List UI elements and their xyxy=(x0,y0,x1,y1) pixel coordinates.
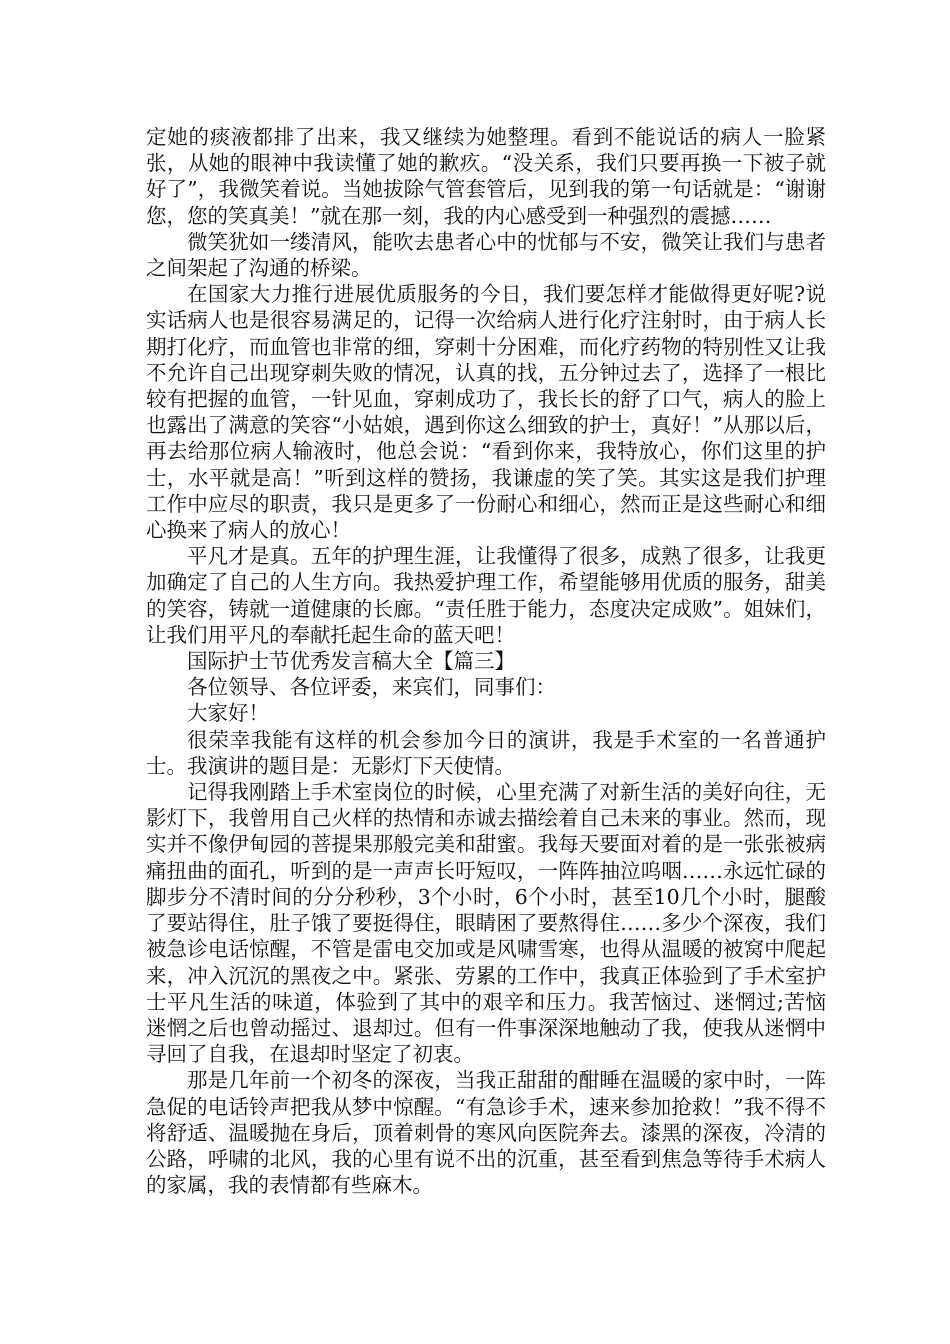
paragraph-smile: 微笑犹如一缕清风，能吹去患者心中的忧郁与不安，微笑让我们与患者之间架起了沟通的桥梁。 xyxy=(146,229,826,281)
paragraph-introduction: 很荣幸我能有这样的机会参加今日的演讲，我是手术室的一名普通护士。我演讲的题目是：无影灯下天使情。 xyxy=(146,727,826,778)
paragraph-operating-room: 记得我刚踏上手术室岗位的时候，心里充满了对新生活的美好向往，无影灯下，我曾用自己火样的热情和赤诚去描绘着自己未来的事业。然而，现实并不像伊甸园的菩提果那般完美和甜蜜。我每天要面对着的是一张张被病痛扭曲的面孔，听到的是一声声长吁短叹，一阵阵抽泣呜咽……永远忙碌的脚步分不清时间的分分秒秒，3个小时，6个小时，甚至10几个小时，腿酸了要站得住，肚子饿了要挺得住，眼睛困了要熬得住……多少个深夜，我们被急诊电话惊醒，不管是雷电交加或是风啸雪寒，也得从温暖的被窝中爬起来，冲入沉沉的黑夜之中。紧张、劳累的工作中，我真正体验到了手术室护士平凡生活的味道，体验到了其中的艰辛和压力。我苦恼过、迷惘过;苦恼迷惘之后也曾动摇过、退却过。但有一件事深深地触动了我，使我从迷惘中寻回了自我，在退却时坚定了初衷。 xyxy=(146,780,826,1067)
section-heading: 国际护士节优秀发言稿大全【篇三】 xyxy=(187,649,515,674)
paragraph-chemotherapy: 在国家大力推行进展优质服务的今日，我们要怎样才能做得更好呢?说实话病人也是很容易满足的，记得一次给病人进行化疗注射时，由于病人长期打化疗，而血管也非常的细，穿刺十分困难，而化疗药物的特别性又让我不允许自己出现穿刺失败的情况，认真的找，五分钟过去了，选择了一根比较有把握的血管，一针见血，穿刺成功了，我长长的舒了口气，病人的脸上也露出了满意的笑容“小姑娘，遇到你这么细致的护士，真好！”从那以后，再去给那位病人输液时，他总会说：“看到你来，我特放心，你们这里的护士，水平就是高！”听到这样的赞扬，我谦虚的笑了笑。其实这是我们护理工作中应尽的职责，我只是更多了一份耐心和细心，然而正是这些耐心和细心换来了病人的放心！ xyxy=(146,282,826,543)
document-body xyxy=(146,124,826,1198)
salutation: 各位领导、各位评委，来宾们，同事们： xyxy=(187,675,556,700)
paragraph-winter-night: 那是几年前一个初冬的深夜，当我正甜甜的酣睡在温暖的家中时，一阵急促的电话铃声把我从梦中惊醒。“有急诊手术，速来参加抢救！”我不得不将舒适、温暖抛在身后，顶着刺骨的寒风向医院奔去。漆黑的深夜，冷清的公路，呼啸的北风，我的心里有说不出的沉重，甚至看到焦急等待手术病人的家属，我的表情都有些麻木。 xyxy=(146,1068,826,1198)
paragraph-continuation: 定她的痰液都排了出来，我又继续为她整理。看到不能说话的病人一脸紧张，从她的眼神中我读懂了她的歉疚。“没关系，我们只要再换一下被子就好了”，我微笑着说。当她拔除气管套管后，见到我的第一句话就是：“谢谢您，您的笑真美！”就在那一刻，我的内心感受到一种强烈的震撼…… xyxy=(146,125,826,228)
paragraph-ordinary: 平凡才是真。五年的护理生涯，让我懂得了很多，成熟了很多，让我更加确定了自己的人生方向。我热爱护理工作，希望能够用优质的服务，甜美的笑容，铸就一道健康的长廊。“责任胜于能力，态度决定成败”。姐妹们，让我们用平凡的奉献托起生命的蓝天吧！ xyxy=(146,544,826,647)
greeting: 大家好！ xyxy=(187,701,269,726)
